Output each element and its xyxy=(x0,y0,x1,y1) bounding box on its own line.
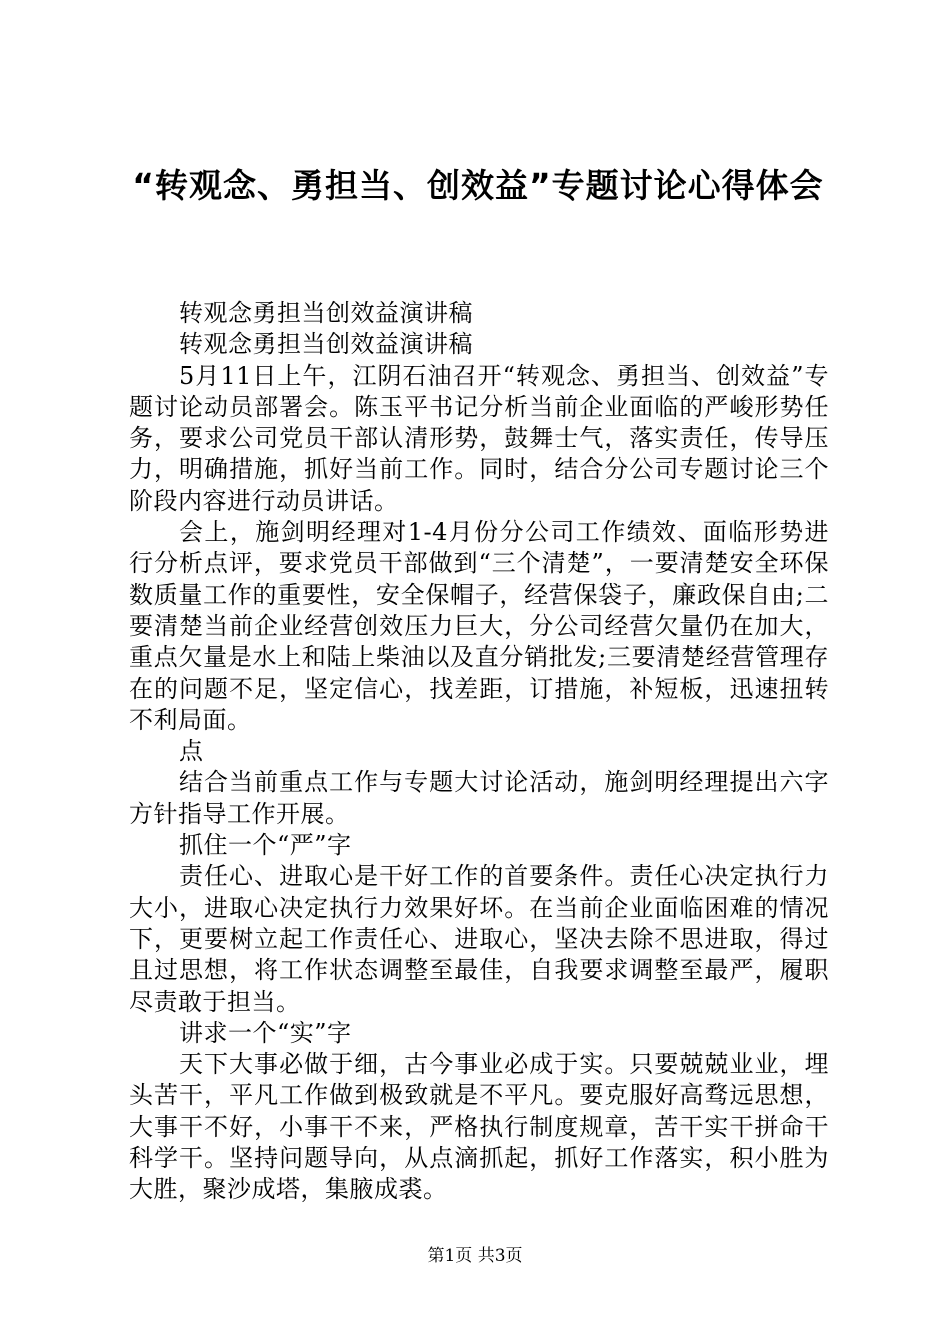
paragraph: 5月11日上午，江阴石油召开“转观念、勇担当、创效益”专题讨论动员部署会。陈玉平书记分析当前企业面临的严峻形势任务，要求公司党员干部认清形势，鼓舞士气，落实责任，传导压力，明确措施，抓好当前工作。同时，结合分公司专题讨论三个阶段内容进行动员讲话。 xyxy=(129,361,829,515)
paragraph: 转观念勇担当创效益演讲稿 xyxy=(179,299,473,327)
paragraph: 结合当前重点工作与专题大讨论活动，施剑明经理提出六字方针指导工作开展。 xyxy=(129,768,829,828)
document-title: “转观念、勇担当、创效益”专题讨论心得体会 xyxy=(132,166,824,205)
paragraph: 点 xyxy=(179,737,204,766)
section-heading: 讲求一个“实”字 xyxy=(179,1018,352,1047)
paragraph: 天下大事必做于细，古今事业必成于实。只要兢兢业业，埋头苦干，平凡工作做到极致就是不平凡。要克服好高骛远思想，大事干不好，小事干不来，严格执行制度规章，苦干实干拼命干科学干。坚持问题导向，从点滴抓起，抓好工作落实，积小胜为大胜，聚沙成塔，集腋成裘。 xyxy=(129,1050,829,1204)
paragraph: 转观念勇担当创效益演讲稿 xyxy=(179,330,473,359)
document-body xyxy=(129,298,829,1206)
page-number-footer: 第1页 共3页 xyxy=(427,1246,523,1266)
paragraph: 责任心、进取心是干好工作的首要条件。责任心决定执行力大小，进取心决定执行力效果好坏。在当前企业面临困难的情况下，更要树立起工作责任心、进取心，坚决去除不思进取，得过且过思想，将工作状态调整至最佳，自我要求调整至最严，履职尽责敢于担当。 xyxy=(129,862,829,1016)
paragraph: 会上，施剑明经理对1-4月份分公司工作绩效、面临形势进行分析点评，要求党员干部做到“三个清楚”，一要清楚安全环保数质量工作的重要性，安全保帽子，经营保袋子，廉政保自由;二要清楚当前企业经营创效压力巨大，分公司经营欠量仍在加大，重点欠量是水上和陆上柴油以及直分销批发;三要清楚经营管理存在的问题不足，坚定信心，找差距，订措施，补短板，迅速扭转不利局面。 xyxy=(129,518,829,734)
section-heading: 抓住一个“严”字 xyxy=(179,831,352,860)
